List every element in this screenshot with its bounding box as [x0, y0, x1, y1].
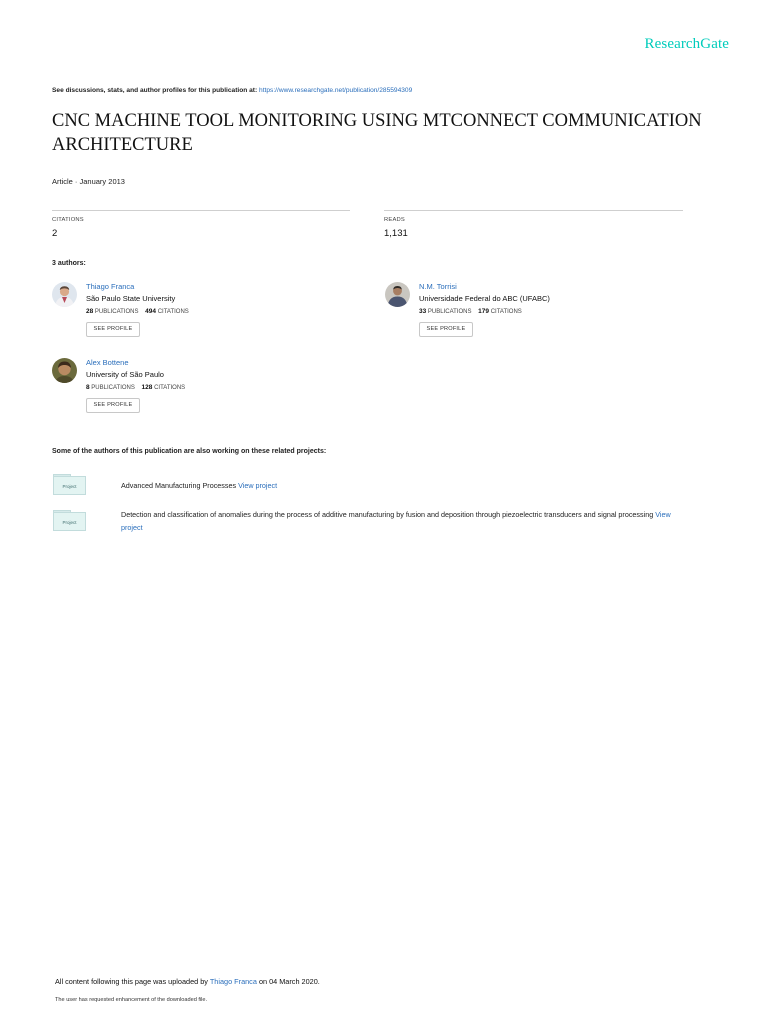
- authors-heading: 3 authors:: [52, 260, 86, 267]
- project-folder-icon[interactable]: [53, 510, 86, 531]
- project-title: Advanced Manufacturing Processes: [121, 481, 237, 490]
- see-profile-button[interactable]: SEE PROFILE: [419, 322, 473, 337]
- publication-meta: Article · January 2013: [52, 177, 125, 186]
- upload-prefix: All content following this page was uploaded by: [55, 977, 208, 986]
- avatar[interactable]: [52, 282, 77, 307]
- citations-label: CITATIONS: [52, 217, 84, 223]
- see-discussions-line: [52, 87, 412, 94]
- author-stats: [419, 308, 522, 315]
- project-icon-label: Project: [53, 512, 86, 531]
- view-project-link[interactable]: View project: [121, 510, 671, 532]
- reads-divider: [384, 210, 683, 211]
- see-profile-button[interactable]: SEE PROFILE: [86, 398, 140, 413]
- citations-count: 494: [145, 308, 157, 315]
- uploader-link[interactable]: Thiago Franca: [209, 977, 257, 986]
- project-item: [121, 479, 711, 492]
- reads-label: READS: [384, 217, 405, 223]
- publications-count: 28: [86, 308, 94, 315]
- citations-divider: [52, 210, 350, 211]
- publications-label: PUBLICATIONS: [94, 309, 139, 315]
- author-affiliation: Universidade Federal do ABC (UFABC): [419, 294, 550, 303]
- citations-count: 179: [478, 308, 490, 315]
- citations-label: CITATIONS: [157, 309, 189, 315]
- enhancement-note: The user has requested enhancement of the downloaded file.: [55, 997, 208, 1003]
- avatar[interactable]: [52, 358, 77, 383]
- reads-value: 1,131: [384, 228, 408, 239]
- researchgate-logo[interactable]: ResearchGate: [644, 36, 729, 52]
- author-name[interactable]: Thiago Franca: [86, 282, 135, 291]
- author-name[interactable]: N.M. Torrisi: [419, 282, 457, 291]
- publication-title: CNC MACHINE TOOL MONITORING USING MTCONNECT COMMUNICATION ARCHITECTURE: [52, 111, 702, 155]
- publications-label: PUBLICATIONS: [427, 309, 472, 315]
- view-project-link[interactable]: View project: [238, 481, 278, 490]
- project-icon-label: Project: [53, 476, 86, 495]
- citations-label: CITATIONS: [154, 385, 186, 391]
- publications-count: 33: [419, 308, 427, 315]
- upload-suffix: on 04 March 2020.: [258, 977, 320, 986]
- author-stats: [86, 308, 189, 315]
- citations-label: CITATIONS: [490, 309, 522, 315]
- see-profile-button[interactable]: SEE PROFILE: [86, 322, 140, 337]
- avatar[interactable]: [385, 282, 410, 307]
- citations-count: 128: [141, 384, 153, 391]
- publications-count: 8: [86, 384, 90, 391]
- related-projects-heading: Some of the authors of this publication are also working on these related projects:: [52, 448, 327, 455]
- author-affiliation: São Paulo State University: [86, 294, 176, 303]
- publications-label: PUBLICATIONS: [91, 385, 135, 391]
- project-title: Detection and classification of anomalies during the process of additive manufacturing by fusion and deposition through piezoelectric transducers and signal processing: [121, 510, 654, 519]
- author-affiliation: University of São Paulo: [86, 370, 164, 379]
- upload-notice: [55, 977, 320, 986]
- author-stats: [86, 384, 185, 391]
- see-discussions-text: See discussions, stats, and author profiles for this publication at:: [52, 87, 258, 94]
- publication-link[interactable]: https://www.researchgate.net/publication/285594309: [259, 87, 413, 94]
- project-folder-icon[interactable]: [53, 474, 86, 495]
- citations-value: 2: [52, 228, 58, 239]
- project-item: [121, 508, 691, 534]
- author-name[interactable]: Alex Bottene: [86, 358, 129, 367]
